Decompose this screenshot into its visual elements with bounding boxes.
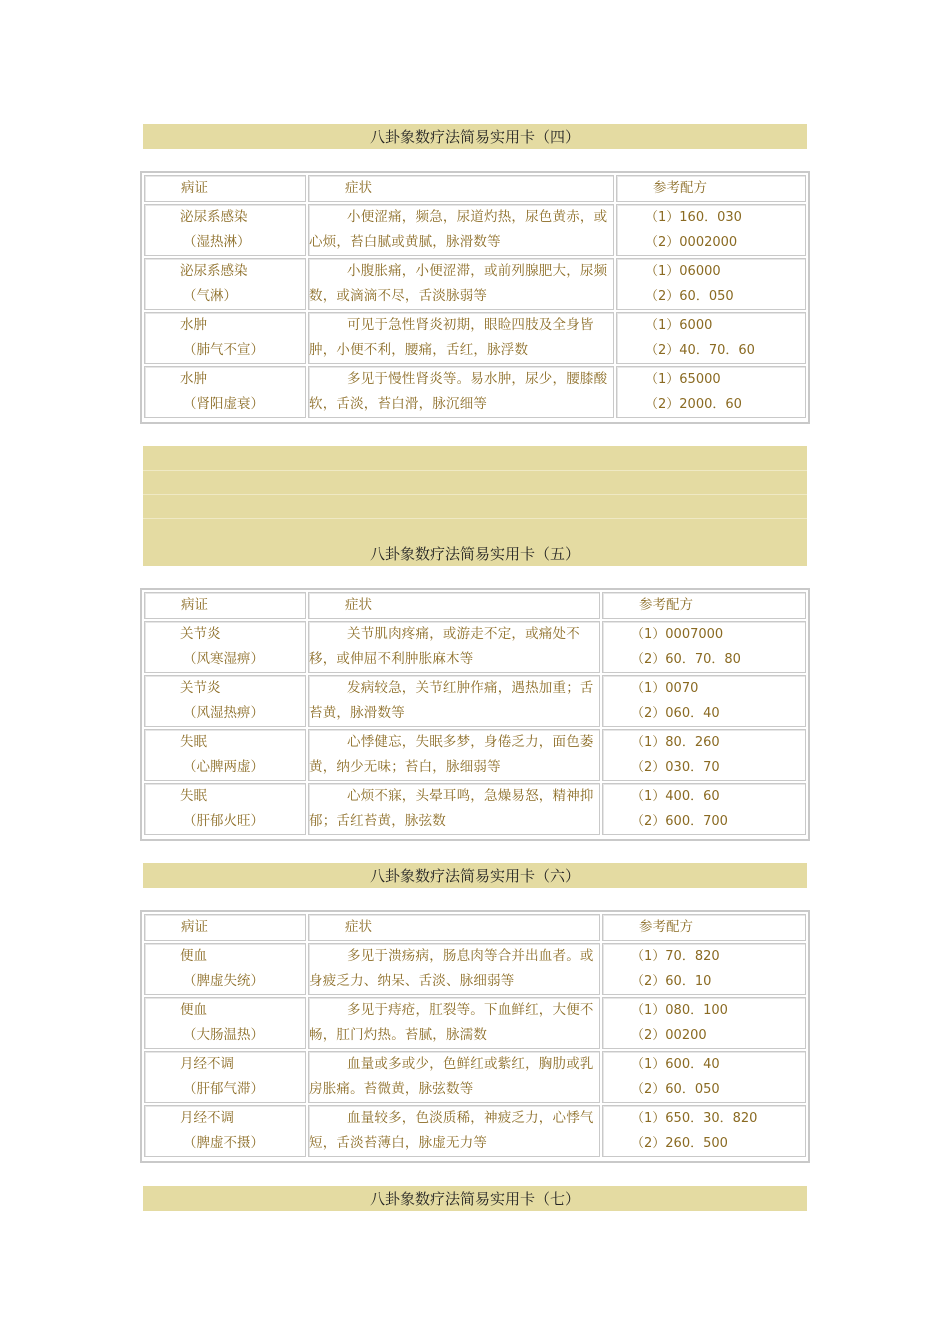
formula-cell: （1）0007000 （2）60．70．80 (602, 621, 806, 673)
table-row (144, 258, 806, 310)
disease-cell: 失眠 （肝郁火旺） (144, 783, 306, 835)
disease-cell: 月经不调 （脾虚不摄） (144, 1105, 306, 1157)
table-row (144, 621, 806, 673)
table-header-row (144, 175, 806, 202)
card-title-banner-6 (143, 863, 807, 888)
table-row (144, 366, 806, 418)
table-row (144, 675, 806, 727)
header-formula: 参考配方 (602, 592, 806, 619)
disease-cell: 便血 （脾虚失统） (144, 943, 306, 995)
table-row (144, 1105, 806, 1157)
card-title-7: 八卦象数疗法简易实用卡（七） (369, 1190, 580, 1208)
formula-cell: （1）0070 （2）060．40 (602, 675, 806, 727)
header-disease: 病证 (144, 914, 306, 941)
header-formula: 参考配方 (616, 175, 806, 202)
symptom-cell: 多见于痔疮，肛裂等。下血鲜红，大便不畅，肛门灼热。苔腻，脉濡数 (308, 997, 600, 1049)
table-row (144, 204, 806, 256)
disease-cell: 泌尿系感染 （湿热淋） (144, 204, 306, 256)
formula-cell: （1）6000 （2）40．70．60 (616, 312, 806, 364)
card-title-banner-5 (143, 446, 807, 566)
symptom-cell: 多见于溃疡病，肠息肉等合并出血者。或身疲乏力、纳呆、舌淡、脉细弱等 (308, 943, 600, 995)
symptom-cell: 心悸健忘，失眠多梦，身倦乏力，面色萎黄，纳少无味；苔白，脉细弱等 (308, 729, 600, 781)
formula-cell: （1）600．40 （2）60．050 (602, 1051, 806, 1103)
disease-cell: 水肿 （肾阳虚衰） (144, 366, 306, 418)
symptom-cell: 小腹胀痛，小便涩滞，或前列腺肥大，尿频数，或滴滴不尽，舌淡脉弱等 (308, 258, 614, 310)
card-title-5: 八卦象数疗法简易实用卡（五） (369, 545, 580, 563)
disease-cell: 失眠 （心脾两虚） (144, 729, 306, 781)
formula-cell: （1）080．100 （2）00200 (602, 997, 806, 1049)
symptom-cell: 关节肌肉疼痛，或游走不定，或痛处不移，或伸屈不利肿胀麻木等 (308, 621, 600, 673)
symptom-cell: 多见于慢性肾炎等。易水肿，尿少，腰膝酸软，舌淡，苔白滑，脉沉细等 (308, 366, 614, 418)
symptom-cell: 血量或多或少，色鲜红或紫红，胸肋或乳房胀痛。苔微黄，脉弦数等 (308, 1051, 600, 1103)
formula-cell: （1）650．30．820 （2）260．500 (602, 1105, 806, 1157)
table-row (144, 783, 806, 835)
header-disease: 病证 (144, 592, 306, 619)
formula-cell: （1）70．820 （2）60．10 (602, 943, 806, 995)
formula-cell: （1）65000 （2）2000．60 (616, 366, 806, 418)
table-header-row (144, 914, 806, 941)
disease-cell: 水肿 （肺气不宣） (144, 312, 306, 364)
symptom-cell: 心烦不寐，头晕耳鸣，急燥易怒，精神抑郁；舌红苔黄，脉弦数 (308, 783, 600, 835)
card-title-4: 八卦象数疗法简易实用卡（四） (369, 128, 580, 146)
card-table-6 (140, 910, 810, 1163)
table-row (144, 943, 806, 995)
table-row (144, 997, 806, 1049)
table-row (144, 312, 806, 364)
table-row (144, 729, 806, 781)
header-symptom: 症状 (308, 175, 614, 202)
symptom-cell: 可见于急性肾炎初期，眼睑四肢及全身皆肿，小便不利，腰痛，舌红，脉浮数 (308, 312, 614, 364)
header-symptom: 症状 (308, 914, 600, 941)
card-title-banner-4 (143, 124, 807, 149)
formula-cell: （1）06000 （2）60．050 (616, 258, 806, 310)
card-title-6: 八卦象数疗法简易实用卡（六） (369, 867, 580, 885)
symptom-cell: 血量较多，色淡质稀，神疲乏力，心悸气短，舌淡苔薄白，脉虚无力等 (308, 1105, 600, 1157)
disease-cell: 关节炎 （风湿热痹） (144, 675, 306, 727)
card-table-5 (140, 588, 810, 841)
disease-cell: 便血 （大肠温热） (144, 997, 306, 1049)
card-title-banner-7 (143, 1186, 807, 1211)
table-row (144, 1051, 806, 1103)
formula-cell: （1）160．030 （2）0002000 (616, 204, 806, 256)
header-formula: 参考配方 (602, 914, 806, 941)
table-header-row (144, 592, 806, 619)
header-symptom: 症状 (308, 592, 600, 619)
symptom-cell: 发病较急，关节红肿作痛，遇热加重；舌苔黄，脉滑数等 (308, 675, 600, 727)
formula-cell: （1）80．260 （2）030．70 (602, 729, 806, 781)
header-disease: 病证 (144, 175, 306, 202)
disease-cell: 月经不调 （肝郁气滞） (144, 1051, 306, 1103)
disease-cell: 泌尿系感染 （气淋） (144, 258, 306, 310)
symptom-cell: 小便涩痛，频急，尿道灼热，尿色黄赤，或心烦，苔白腻或黄腻，脉滑数等 (308, 204, 614, 256)
disease-cell: 关节炎 （风寒湿痹） (144, 621, 306, 673)
formula-cell: （1）400．60 （2）600．700 (602, 783, 806, 835)
card-table-4 (140, 171, 810, 424)
